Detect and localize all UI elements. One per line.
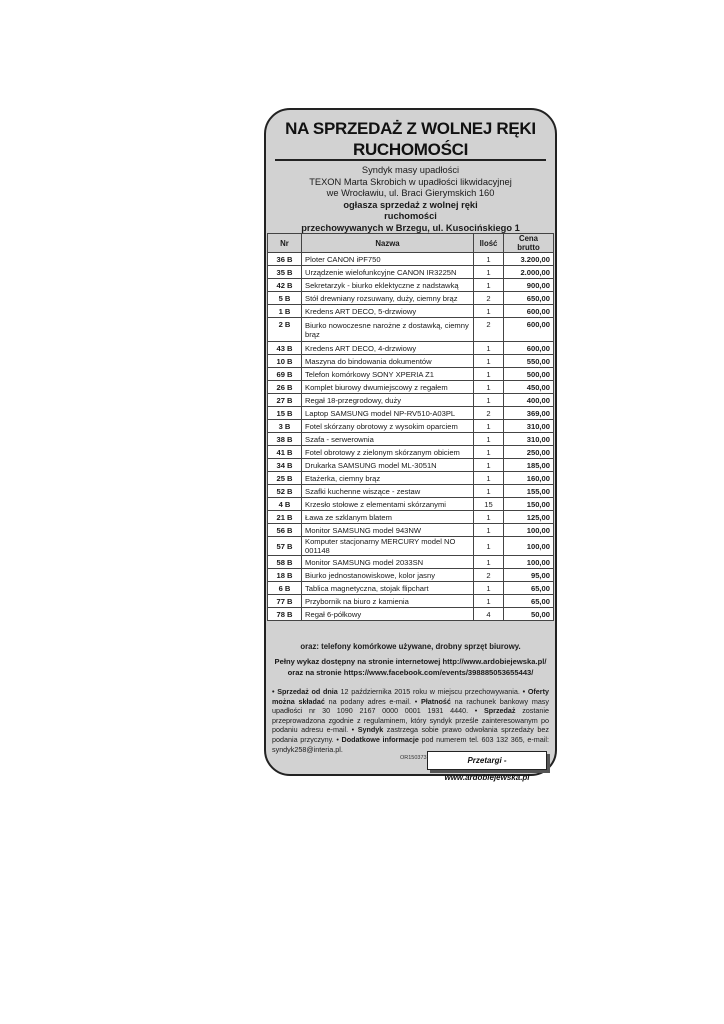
item-name: Telefon komórkowy SONY XPERIA Z1 <box>302 368 474 381</box>
item-nr: 25 B <box>268 472 302 485</box>
item-price: 150,00 <box>504 498 554 511</box>
table-row <box>268 368 554 381</box>
intro-line-bold: ogłasza sprzedaż z wolnej ręki <box>343 199 478 210</box>
additional-items-note: oraz: telefony komórkowe używane, drobny sprzęt biurowy. <box>300 642 521 651</box>
item-qty: 1 <box>474 524 504 537</box>
item-name: Komputer stacjonarny MERCURY model NO 001148 <box>302 537 474 556</box>
item-price: 2.000,00 <box>504 266 554 279</box>
item-name: Monitor SAMSUNG model 943NW <box>302 524 474 537</box>
item-price: 65,00 <box>504 582 554 595</box>
item-price: 310,00 <box>504 420 554 433</box>
terms-bold: Dodatkowe informacje <box>341 734 419 744</box>
item-price: 100,00 <box>504 537 554 556</box>
item-price: 400,00 <box>504 394 554 407</box>
item-name: Sekretarzyk - biurko eklektyczne z nadstawką <box>302 279 474 292</box>
item-price: 450,00 <box>504 381 554 394</box>
table-row <box>268 407 554 420</box>
item-price: 155,00 <box>504 485 554 498</box>
item-qty: 1 <box>474 433 504 446</box>
terms-text: 12 października 2015 roku w miejscu przechowywania. <box>337 687 523 696</box>
table-row <box>268 394 554 407</box>
item-nr: 43 B <box>268 342 302 355</box>
sale-terms <box>272 687 549 754</box>
terms-text: na podany adres e-mail. • <box>324 696 421 706</box>
table-row <box>268 524 554 537</box>
item-name: Regał 6-półkowy <box>302 608 474 621</box>
item-name: Biurko jednostanowiskowe, kolor jasny <box>302 569 474 582</box>
item-nr: 57 B <box>268 537 302 556</box>
item-qty: 1 <box>474 305 504 318</box>
title-line-2: RUCHOMOŚCI <box>352 140 469 159</box>
item-qty: 1 <box>474 459 504 472</box>
terms-bold: • Oferty można składać <box>272 687 549 706</box>
item-nr: 15 B <box>268 407 302 420</box>
item-name: Etażerka, ciemny brąz <box>302 472 474 485</box>
website-badge: Przetargi - www.ardobiejewska.pl <box>427 751 547 770</box>
terms-bold: Syndyk <box>357 725 384 735</box>
table-row <box>268 292 554 305</box>
item-nr: 18 B <box>268 569 302 582</box>
item-nr: 78 B <box>268 608 302 621</box>
item-qty: 1 <box>474 342 504 355</box>
full-list-line: Pełny wykaz dostępny na stronie internetowej http://www.ardobiejewska.pl/ <box>274 657 547 666</box>
item-nr: 56 B <box>268 524 302 537</box>
item-qty: 1 <box>474 266 504 279</box>
header-qty: Ilość <box>474 234 504 253</box>
item-qty: 2 <box>474 569 504 582</box>
item-nr: 26 B <box>268 381 302 394</box>
table-row <box>268 381 554 394</box>
intro-line-bold: przechowywanych w Brzegu, ul. Kusocińskiego 1 <box>301 222 520 233</box>
table-row <box>268 342 554 355</box>
header-price: Cena brutto <box>504 234 554 253</box>
table-header-row <box>268 234 554 253</box>
table-row <box>268 582 554 595</box>
item-name: Urządzenie wielofunkcyjne CANON IR3225N <box>302 266 474 279</box>
item-name: Biurko nowoczesne narożne z dostawką, ciemny brąz <box>302 318 474 342</box>
item-name: Monitor SAMSUNG model 2033SN <box>302 556 474 569</box>
item-nr: 21 B <box>268 511 302 524</box>
item-qty: 1 <box>474 485 504 498</box>
table-row <box>268 569 554 582</box>
terms-text: zostanie przeprowadzona zgodnie z regulaminem, który syndyk prześle zainteresowanym po podaniu adresu e-mail. • <box>272 706 549 735</box>
ad-code: OR150373 <box>400 755 427 761</box>
item-name: Maszyna do bindowania dokumentów <box>302 355 474 368</box>
item-nr: 36 B <box>268 253 302 266</box>
item-price: 100,00 <box>504 556 554 569</box>
item-price: 600,00 <box>504 318 554 342</box>
title-line-1: NA SPRZEDAŻ Z WOLNEJ RĘKI <box>285 119 536 138</box>
item-price: 310,00 <box>504 433 554 446</box>
table-row <box>268 420 554 433</box>
item-price: 369,00 <box>504 407 554 420</box>
item-name: Kredens ART DECO, 4-drzwiowy <box>302 342 474 355</box>
item-price: 3.200,00 <box>504 253 554 266</box>
table-row <box>268 498 554 511</box>
item-nr: 52 B <box>268 485 302 498</box>
sale-announcement <box>264 108 557 776</box>
table-row <box>268 485 554 498</box>
item-price: 95,00 <box>504 569 554 582</box>
item-qty: 1 <box>474 556 504 569</box>
item-price: 900,00 <box>504 279 554 292</box>
header-nr: Nr <box>268 234 302 253</box>
item-qty: 1 <box>474 279 504 292</box>
item-price: 600,00 <box>504 342 554 355</box>
item-name: Ława ze szklanym blatem <box>302 511 474 524</box>
table-row <box>268 355 554 368</box>
item-nr: 42 B <box>268 279 302 292</box>
item-name: Tablica magnetyczna, stojak flipchart <box>302 582 474 595</box>
item-name: Szafki kuchenne wiszące - zestaw <box>302 485 474 498</box>
intro-line: Syndyk masy upadłości <box>361 165 460 175</box>
table-row <box>268 608 554 621</box>
item-price: 65,00 <box>504 595 554 608</box>
intro-line-bold: ruchomości <box>384 211 437 222</box>
announcement-title <box>266 118 555 160</box>
item-qty: 1 <box>474 355 504 368</box>
title-divider <box>275 159 546 161</box>
item-name: Szafa - serwerownia <box>302 433 474 446</box>
item-nr: 6 B <box>268 582 302 595</box>
item-nr: 27 B <box>268 394 302 407</box>
full-list-line: oraz na stronie https://www.facebook.com/events/398885053655443/ <box>287 667 534 677</box>
item-nr: 5 B <box>268 292 302 305</box>
item-name: Laptop SAMSUNG model NP-RV510-A03PL <box>302 407 474 420</box>
intro-text <box>266 165 555 235</box>
item-price: 500,00 <box>504 368 554 381</box>
table-row <box>268 459 554 472</box>
item-qty: 4 <box>474 608 504 621</box>
item-price: 185,00 <box>504 459 554 472</box>
item-qty: 1 <box>474 595 504 608</box>
items-table <box>267 233 554 621</box>
item-nr: 34 B <box>268 459 302 472</box>
item-nr: 58 B <box>268 556 302 569</box>
item-price: 50,00 <box>504 608 554 621</box>
table-row <box>268 318 554 342</box>
table-row <box>268 537 554 556</box>
item-price: 550,00 <box>504 355 554 368</box>
item-qty: 1 <box>474 537 504 556</box>
item-name: Ploter CANON iPF750 <box>302 253 474 266</box>
table-row <box>268 595 554 608</box>
table-row <box>268 556 554 569</box>
item-name: Drukarka SAMSUNG model ML-3051N <box>302 459 474 472</box>
table-row <box>268 511 554 524</box>
item-nr: 77 B <box>268 595 302 608</box>
header-name: Nazwa <box>302 234 474 253</box>
item-name: Regał 18-przegrodowy, duży <box>302 394 474 407</box>
terms-bold: Sprzedaż <box>483 706 516 716</box>
item-qty: 1 <box>474 446 504 459</box>
terms-text: zastrzega sobie prawo odwołania sprzedaży bez podania przyczyny. • <box>272 725 549 744</box>
item-qty: 1 <box>474 472 504 485</box>
item-qty: 1 <box>474 381 504 394</box>
item-name: Fotel obrotowy z zielonym skórzanym obiciem <box>302 446 474 459</box>
item-nr: 35 B <box>268 266 302 279</box>
item-price: 600,00 <box>504 305 554 318</box>
table-row <box>268 472 554 485</box>
item-name: Przybornik na biuro z kamienia <box>302 595 474 608</box>
item-qty: 1 <box>474 420 504 433</box>
item-price: 250,00 <box>504 446 554 459</box>
item-nr: 3 B <box>268 420 302 433</box>
item-qty: 1 <box>474 511 504 524</box>
item-nr: 38 B <box>268 433 302 446</box>
item-qty: 1 <box>474 253 504 266</box>
item-price: 650,00 <box>504 292 554 305</box>
full-list-note <box>266 657 555 678</box>
item-nr: 69 B <box>268 368 302 381</box>
item-name: Krzesło stołowe z elementami skórzanymi <box>302 498 474 511</box>
item-qty: 2 <box>474 318 504 342</box>
item-name: Komplet biurowy dwumiejscowy z regałem <box>302 381 474 394</box>
item-nr: 10 B <box>268 355 302 368</box>
table-row <box>268 266 554 279</box>
item-qty: 15 <box>474 498 504 511</box>
table-row <box>268 253 554 266</box>
table-row <box>268 279 554 292</box>
item-price: 160,00 <box>504 472 554 485</box>
intro-line: TEXON Marta Skrobich w upadłości likwidacyjnej <box>309 176 512 187</box>
item-name: Stół drewniany rozsuwany, duży, ciemny brąz <box>302 292 474 305</box>
item-qty: 1 <box>474 394 504 407</box>
item-price: 100,00 <box>504 524 554 537</box>
table-row <box>268 446 554 459</box>
item-name: Kredens ART DECO, 5-drzwiowy <box>302 305 474 318</box>
terms-text: na rachunek bankowy masy upadłości nr 30 1090 2167 0000 0001 1931 4440. • <box>272 696 549 716</box>
item-name: Fotel skórzany obrotowy z wysokim oparciem <box>302 420 474 433</box>
item-qty: 2 <box>474 292 504 305</box>
item-qty: 1 <box>474 368 504 381</box>
item-price: 125,00 <box>504 511 554 524</box>
item-qty: 2 <box>474 407 504 420</box>
table-row <box>268 305 554 318</box>
terms-text: pod numerem tel. 603 132 365, e-mail: syndyk258@interia.pl. <box>272 734 549 754</box>
item-nr: 4 B <box>268 498 302 511</box>
terms-bold: • Sprzedaż od dnia <box>272 687 338 696</box>
terms-bold: Płatność <box>420 696 451 706</box>
item-nr: 41 B <box>268 446 302 459</box>
item-nr: 1 B <box>268 305 302 318</box>
item-qty: 1 <box>474 582 504 595</box>
table-row <box>268 433 554 446</box>
item-nr: 2 B <box>268 318 302 342</box>
intro-line: we Wrocławiu, ul. Braci Gierymskich 160 <box>326 188 495 199</box>
